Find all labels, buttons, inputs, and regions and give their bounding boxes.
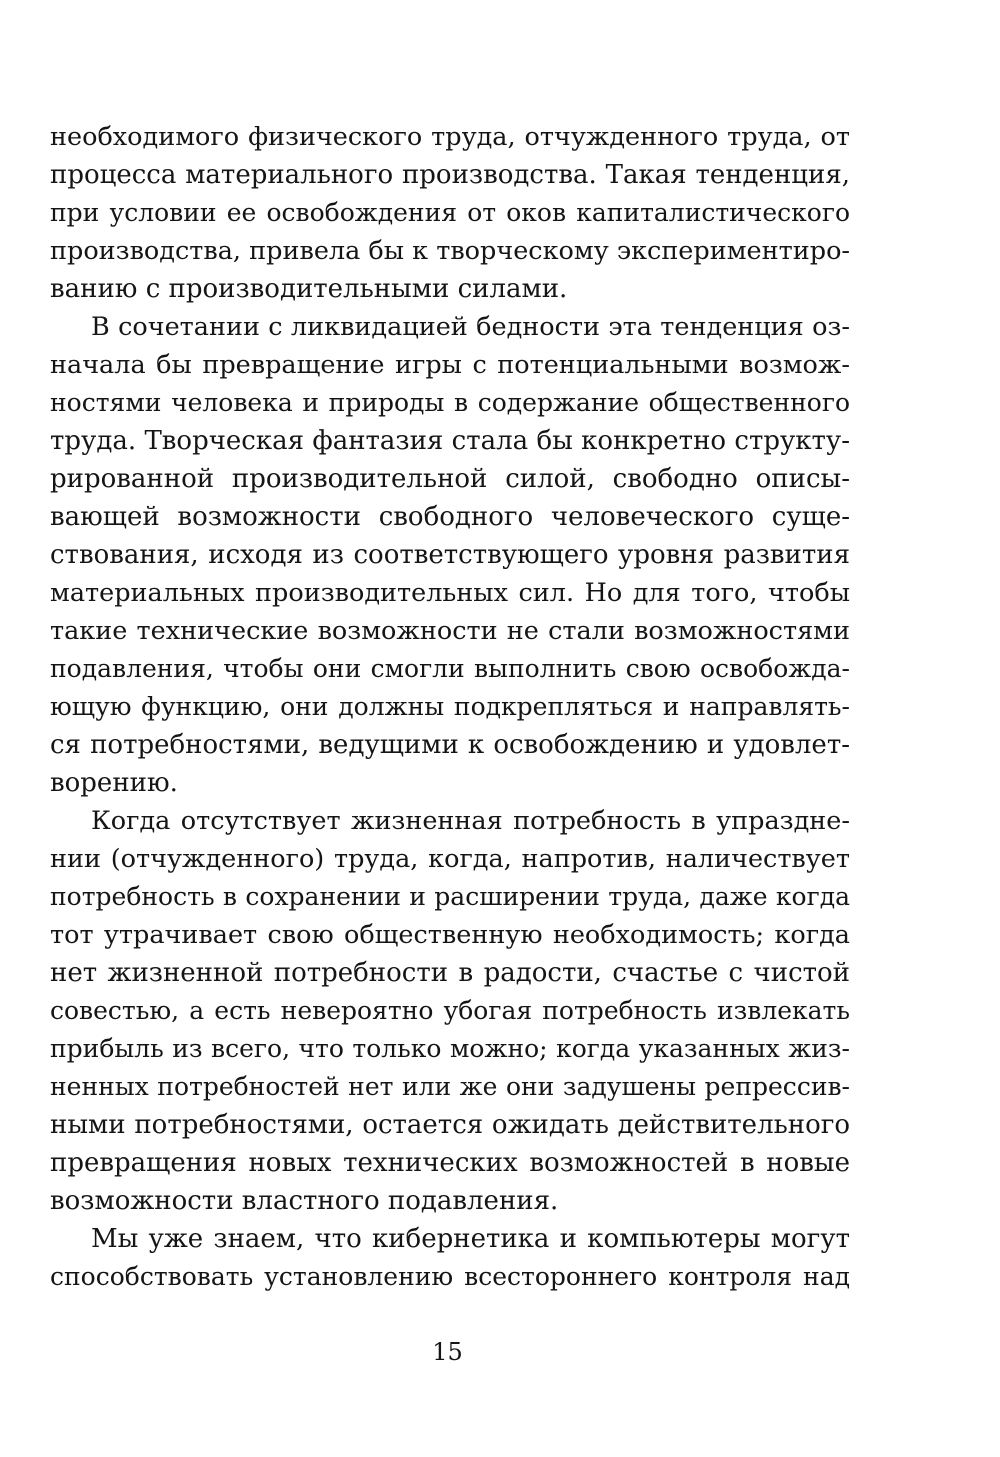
- text-line: нет жизненной потребности в радости, счастье с чистой: [50, 958, 850, 988]
- text-line: рированной производительной силой, свободно описы-: [50, 464, 850, 494]
- text-line: производства, привела бы к творческому экспериментиро-: [50, 236, 850, 266]
- body-text: [50, 118, 850, 1296]
- text-line: превращения новых технических возможностей в новые: [50, 1148, 850, 1178]
- text-line: труда. Творческая фантазия стала бы конкретно структу-: [50, 426, 850, 456]
- text-line: Когда отсутствует жизненная потребность в упраздне-: [91, 806, 850, 836]
- page-number: 15: [432, 1338, 463, 1366]
- text-line: совестью, а есть невероятно убогая потребность извлекать: [50, 996, 850, 1025]
- paragraph-3: [50, 802, 850, 1220]
- text-line: тот утрачивает свою общественную необходимость; когда: [50, 920, 850, 950]
- text-line: начала бы превращение игры с потенциальными возмож-: [50, 350, 850, 380]
- text-line: ненных потребностей нет или же они задушены репрессив-: [50, 1072, 850, 1101]
- text-line: ворению.: [50, 768, 178, 798]
- text-line: прибыль из всего, что только можно; когда указанных жиз-: [50, 1034, 850, 1063]
- text-line: вающей возможности свободного человеческого суще-: [50, 502, 850, 532]
- text-line: способствовать установлению всестороннего контроля над: [50, 1262, 850, 1291]
- text-line: ствования, исходя из соответствующего уровня развития: [50, 540, 850, 570]
- text-line: ванию с производительными силами.: [50, 274, 568, 304]
- paragraph-1: [50, 118, 850, 308]
- text-line: такие технические возможности не стали возможностями: [50, 616, 850, 646]
- text-line: нии (отчужденного) труда, когда, напротив, наличествует: [50, 844, 850, 874]
- text-line: подавления, чтобы они смогли выполнить свою освобожда-: [50, 654, 850, 683]
- paragraph-2: [50, 308, 850, 802]
- text-line: Мы уже знаем, что кибернетика и компьютеры могут: [91, 1224, 850, 1254]
- text-line: ющую функцию, они должны подкрепляться и направлять-: [50, 692, 850, 721]
- text-line: В сочетании с ликвидацией бедности эта тенденция оз-: [91, 312, 850, 342]
- text-line: ными потребностями, остается ожидать действительного: [50, 1110, 850, 1140]
- text-line: материальных производительных сил. Но для того, чтобы: [50, 578, 850, 608]
- text-line: возможности властного подавления.: [50, 1186, 559, 1216]
- text-line: процесса материального производства. Такая тенденция,: [50, 160, 850, 190]
- paragraph-4: [50, 1220, 850, 1296]
- text-line: ностями человека и природы в содержание общественного: [50, 388, 850, 417]
- text-line: ся потребностями, ведущими к освобождению и удовлет-: [50, 730, 850, 760]
- text-line: необходимого физического труда, отчужденного труда, от: [50, 122, 850, 152]
- text-line: потребность в сохранении и расширении труда, даже когда: [50, 882, 850, 911]
- text-line: при условии ее освобождения от оков капиталистического: [50, 198, 850, 227]
